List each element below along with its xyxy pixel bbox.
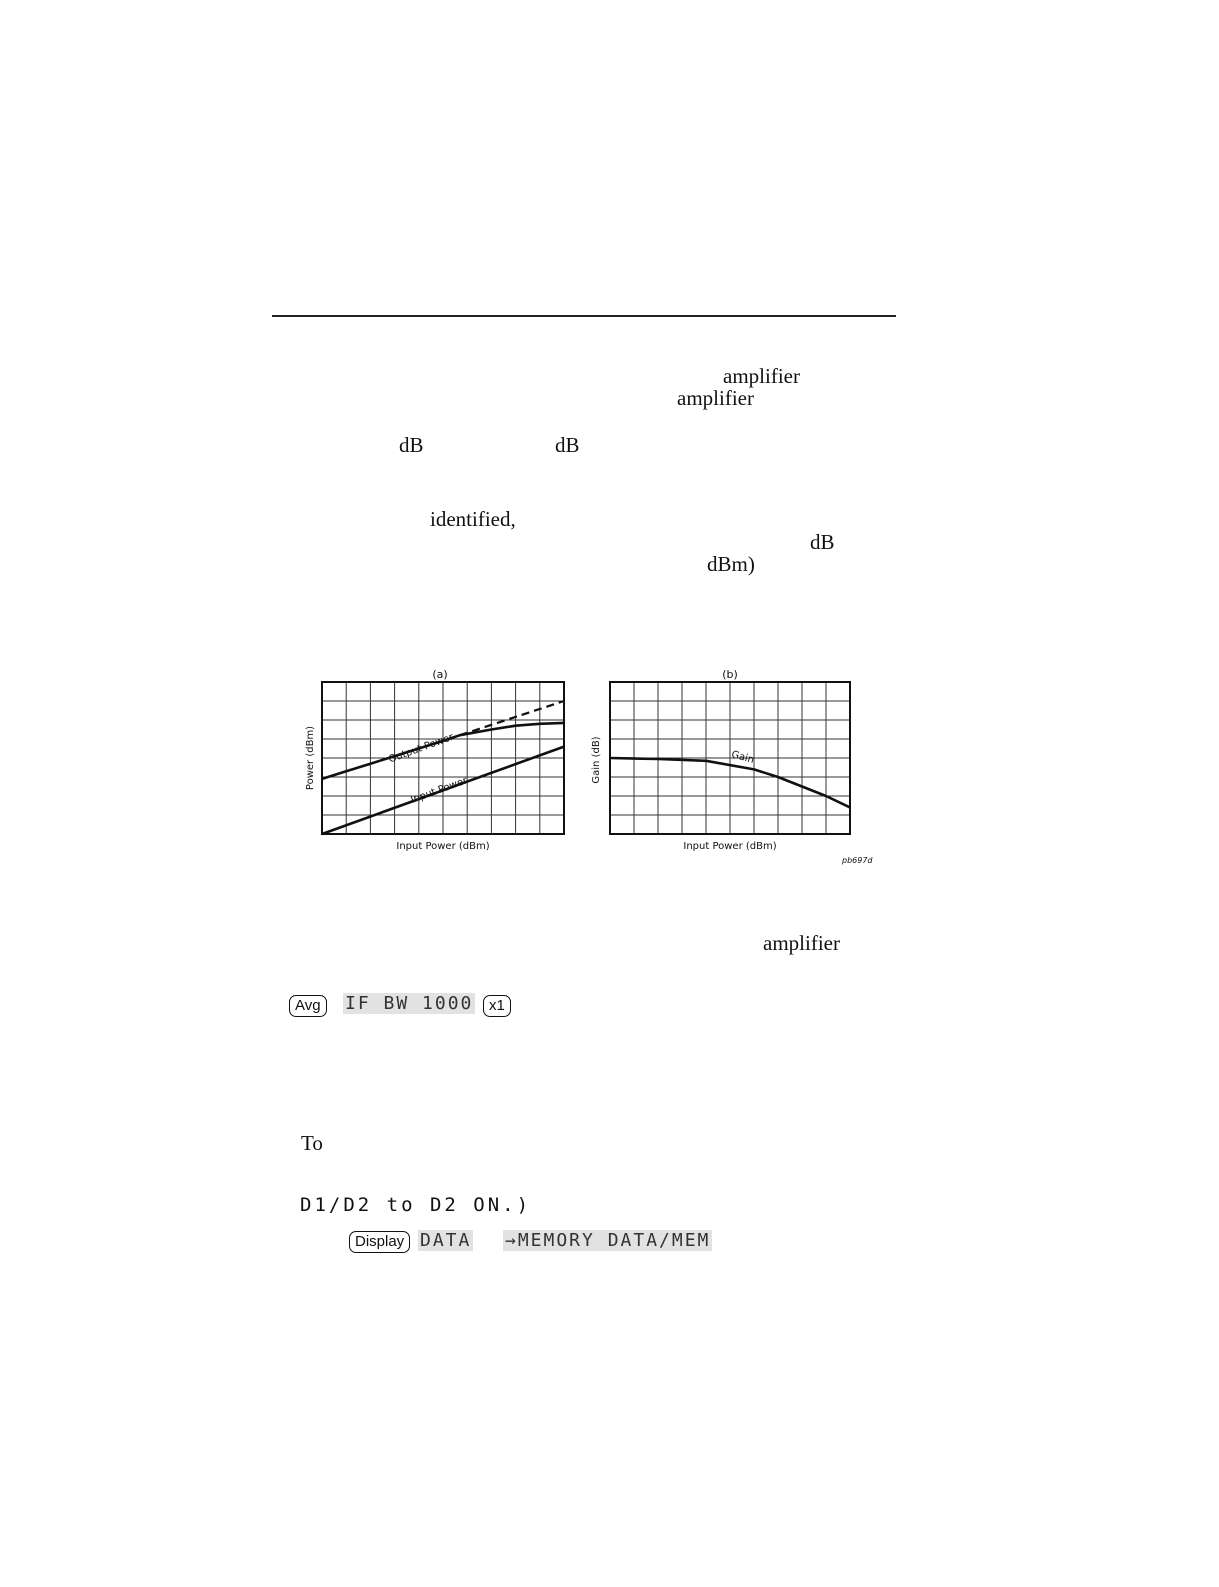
text-fragment: dBm) [707,552,755,576]
text-fragment: dB [399,433,424,457]
figure-id: pb697d [842,856,873,865]
gain-label: Gain [730,749,756,766]
chart-a-xlabel: Input Power (dBm) [396,841,490,852]
chart-b [591,668,850,852]
if-bw-softkey[interactable]: IF BW 1000 [345,993,474,1014]
text-fragment: identified, [430,507,516,531]
chart-a-ylabel: Power (dBm) [305,725,316,791]
text-fragment: dB [810,530,835,554]
data-softkey[interactable]: DATA [420,1230,472,1251]
chart-b-ylabel: Gain (dB) [591,736,602,784]
display-key[interactable]: Display [349,1231,410,1253]
chart-a [305,668,564,852]
chart-a-caption: (a) [432,668,448,681]
x1-key[interactable]: x1 [483,995,511,1017]
text-fragment: amplifier [723,364,800,388]
header-rule [272,315,896,317]
text-fragment: amplifier [677,386,754,410]
figure-charts [290,660,890,890]
text-fragment: dB [555,433,580,457]
text-fragment: amplifier [763,931,840,955]
text-fragment: To [301,1131,323,1155]
chart-a-grid [322,682,564,834]
chart-b-xlabel: Input Power (dBm) [683,841,777,852]
chart-b-caption: (b) [722,668,738,681]
input-power-label: Input Power [409,775,469,806]
series-line-output-power-linear-extrapolation [460,701,564,735]
memory-softkey[interactable]: →MEMORY DATA/MEM [505,1230,711,1251]
avg-key[interactable]: Avg [289,995,327,1017]
display-mode-text: D1/D2 to D2 ON.) [300,1194,532,1216]
output-power-label: Output Power [387,731,456,766]
